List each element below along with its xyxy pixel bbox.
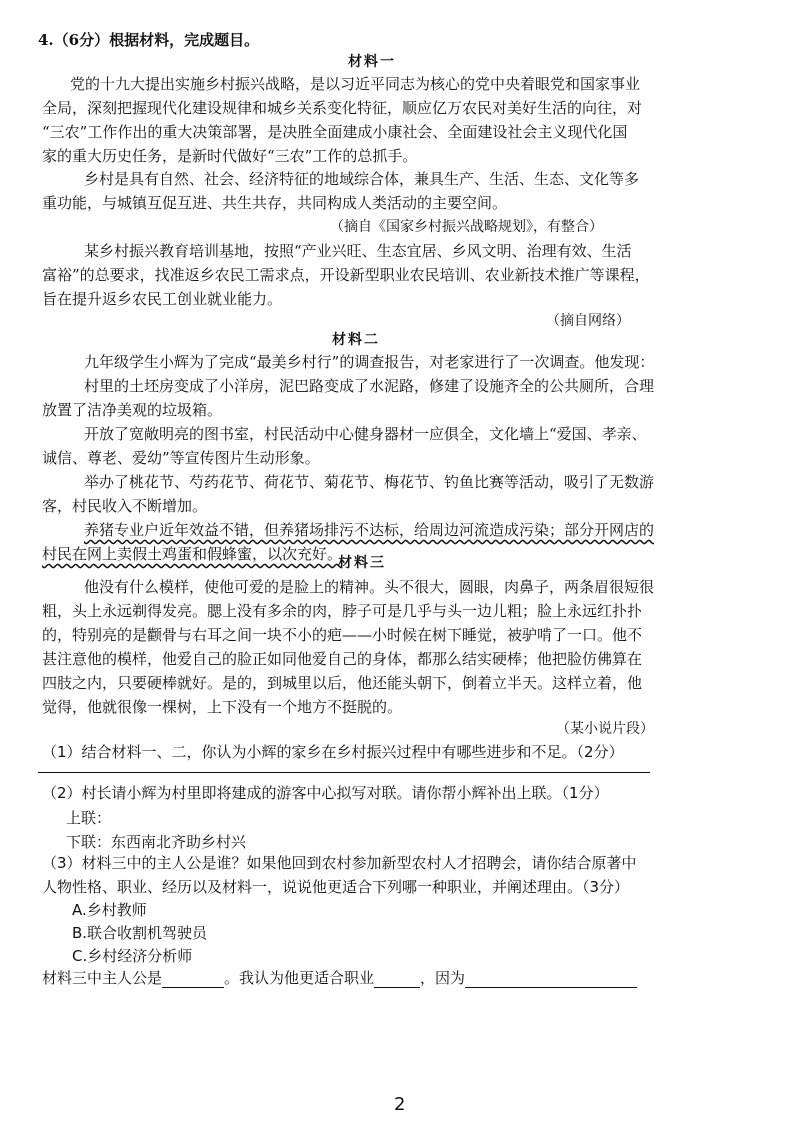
material2-text-line: 开放了宽敞明亮的图书室，村民活动中心健身器材一应俱全，文化墙上“爱国、孝亲、 — [84, 425, 647, 443]
material3-text-line: 觉得，他就很像一棵树，上下没有一个地方不挺脱的。 — [42, 698, 403, 716]
couplet-upper-label: 上联： — [66, 809, 112, 827]
material1-text-line: “三农”工作作出的重大决策部署，是决胜全面建成小康社会、全面建设社会主义现代化国 — [42, 123, 628, 141]
page-number: 2 — [394, 1094, 406, 1115]
material3-text-line: 的，特别亮的是颧骨与右耳之间一块不小的疤——小时候在树下睡觉，被驴啃了一口。他不 — [42, 626, 643, 644]
material3-label: 材料三 — [338, 555, 386, 571]
material1-label: 材料一 — [348, 54, 396, 70]
question-3-answer-row — [42, 968, 637, 988]
material2-text-line: 诚信、尊老、爱幼”等宣传图片生动形象。 — [42, 449, 320, 467]
material1-text-line: 党的十九大提出实施乡村振兴战略，是以习近平同志为核心的党中央着眼党和国家事业 — [70, 75, 641, 93]
material2-text-line: 客，村民收入不断增加。 — [42, 497, 208, 515]
material3-source: （某小说片段） — [556, 721, 654, 737]
option-a: A.乡村教师 — [72, 901, 147, 919]
question-1-prompt: （1）结合材料一、二，你认为小辉的家乡在乡村振兴过程中有哪些进步和不足。（2分） — [42, 743, 624, 761]
material1-text-line: 乡村是具有自然、社会、经济特征的地域综合体，兼具生产、生活、生态、文化等多 — [84, 170, 640, 188]
answer-middle: 。我认为他更适合职业 — [224, 969, 375, 987]
answer-line-q1[interactable] — [38, 772, 650, 773]
material1-text-line: 家的重大历史任务，是新时代做好“三农”工作的总抓手。 — [42, 147, 418, 165]
material1-text-line: 富裕”的总要求，找准返乡农民工需求点，开设新型职业农民培训、农业新技术推广等课程， — [42, 266, 650, 284]
reason-blank[interactable] — [465, 971, 637, 988]
material2-text-line-underlined: 村民在网上卖假土鸡蛋和假蜂蜜，以次充好。 — [42, 545, 343, 563]
material3-text-line: 他没有什么模样，使他可爱的是脸上的精神。头不很大，圆眼，肉鼻子，两条眉很短很 — [84, 578, 655, 596]
material1-source: （摘自《国家乡村振兴战略规划》，有整合） — [330, 219, 603, 235]
material2-label: 材料二 — [332, 332, 380, 348]
material2-text-line: 村里的土坯房变成了小洋房，泥巴路变成了水泥路，修建了设施齐全的公共厕所，合理 — [84, 377, 655, 395]
occupation-blank[interactable] — [374, 971, 420, 988]
material1-text-line: 全局，深刻把握现代化建设规律和城乡关系变化特征，顺应亿万农民对美好生活的向往，对 — [42, 99, 643, 117]
material3-text-line: 四肢之内，只要硬棒就好。是的，到城里以后，他还能头朝下，倒着立半天。这样立着，他 — [42, 674, 643, 692]
question-2-prompt: （2）村长请小辉为村里即将建成的游客中心拟写对联。请你帮小辉补出上联。（1分） — [42, 784, 609, 802]
material3-text-line: 粗，头上永远剃得发亮。腮上没有多余的肉，脖子可是几乎与头一边儿粗；脸上永远红扑扑 — [42, 602, 643, 620]
material1-source: （摘自网络） — [546, 313, 630, 329]
material1-text-line: 重功能，与城镇互促互进、共生共存，共同构成人类活动的主要空间。 — [42, 194, 508, 212]
material2-text-line-underlined: 养猪专业户近年效益不错，但养猪场排污不达标，给周边河流造成污染；部分开网店的 — [84, 521, 655, 539]
material2-text-line: 放置了洁净美观的垃圾箱。 — [42, 401, 223, 419]
option-c: C.乡村经济分析师 — [72, 947, 193, 965]
material1-text-line: 某乡村振兴教育培训基地，按照“产业兴旺、生态宜居、乡风文明、治理有效、生活 — [84, 242, 632, 260]
answer-suffix: ，因为 — [420, 969, 466, 987]
question-3-prompt: （3）材料三中的主人公是谁？如果他回到农村参加新型农村人才招聘会，请你结合原著中 — [42, 854, 637, 872]
protagonist-blank[interactable] — [162, 971, 224, 988]
material2-text-line: 九年级学生小辉为了完成“最美乡村行”的调查报告，对老家进行了一次调查。他发现： — [84, 353, 655, 371]
question-title: 4.（6分）根据材料，完成题目。 — [38, 31, 260, 49]
material1-text-line: 旨在提升返乡农民工创业就业能力。 — [42, 290, 283, 308]
material3-text-line: 甚注意他的模样，他爱自己的脸正如同他爱自己的身体，都那么结实硬棒；他把脸仿佛算在 — [42, 650, 643, 668]
option-b: B.联合收割机驾驶员 — [72, 924, 208, 942]
material2-text-line: 举办了桃花节、芍药花节、荷花节、菊花节、梅花节、钓鱼比赛等活动，吸引了无数游 — [84, 473, 655, 491]
answer-prefix: 材料三中主人公是 — [42, 969, 163, 987]
question-3-prompt: 人物性格、职业、经历以及材料一，说说他更适合下列哪一种职业，并阐述理由。（3分） — [42, 878, 630, 896]
couplet-lower: 下联：东西南北齐助乡村兴 — [66, 833, 247, 851]
